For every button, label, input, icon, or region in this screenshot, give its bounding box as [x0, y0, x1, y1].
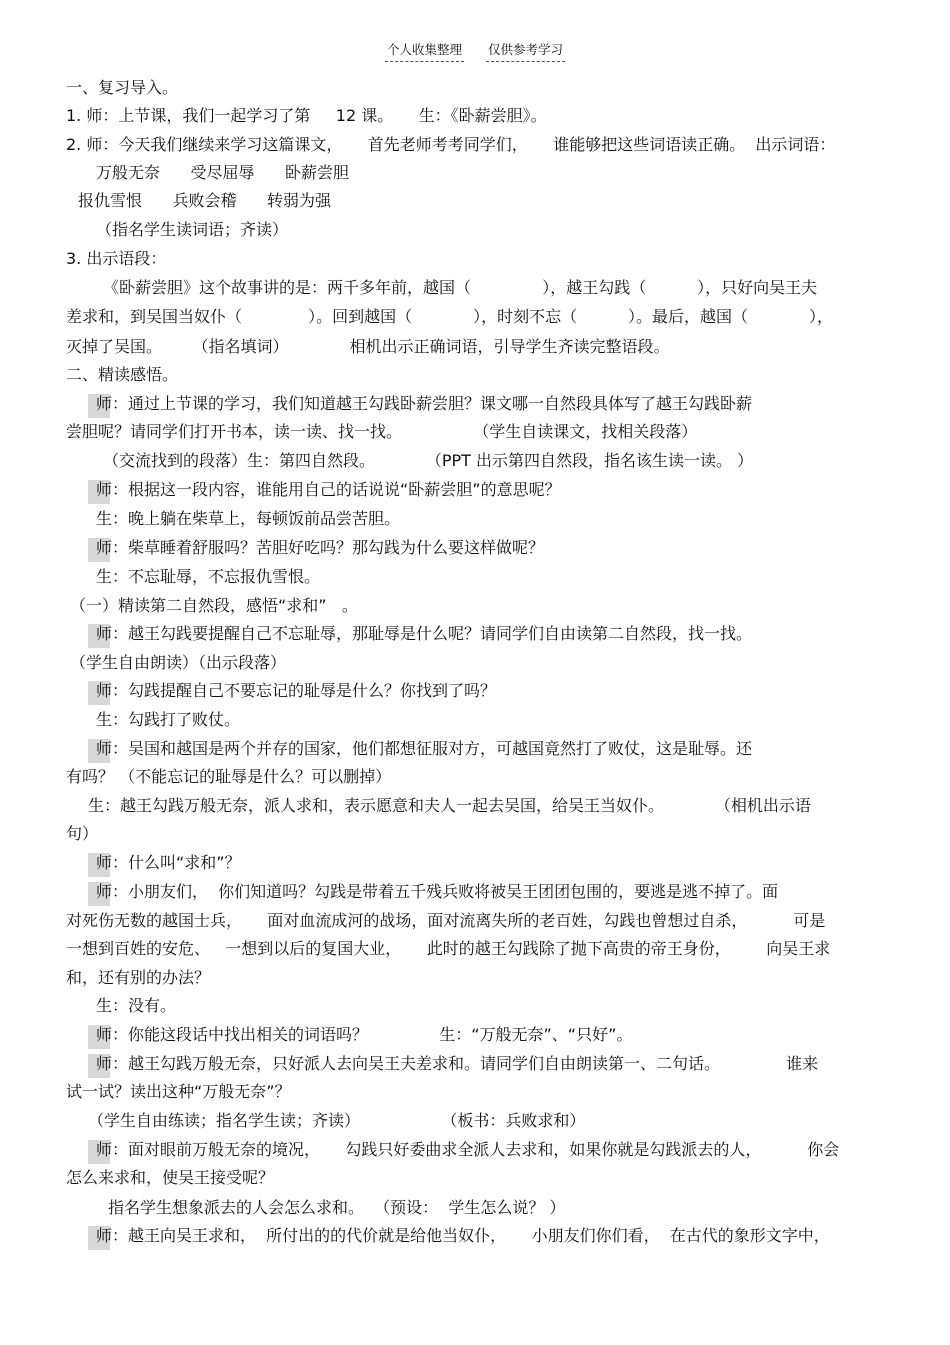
text-line: 师：小朋友们， 你们知道吗？勾践是带着五千残兵败将被吴王团团包围的，要逃是逃不掉了。面	[96, 882, 779, 901]
text-line: 指名学生想象派去的人会怎么求和。 （预设： 学生怎么说？ ）	[108, 1198, 566, 1217]
text-line: 师：越王勾践万般无奈，只好派人去向吴王夫差求和。请同学们自由朗读第一、二句话。 谁来	[96, 1054, 819, 1073]
text-line: 师：柴草睡着舒服吗？苦胆好吃吗？那勾践为什么要这样做呢？	[96, 538, 545, 557]
text-line: 师：根据这一段内容，谁能用自己的话说说“卧薪尝胆”的意思呢？	[96, 480, 561, 499]
header-right: 仅供参考学习	[486, 40, 565, 62]
text-line: 师：通过上节课的学习，我们知道越王勾践卧薪尝胆？课文哪一自然段具体写了越王勾践卧薪	[96, 394, 753, 413]
text-line: 1. 师：上节课，我们一起学习了第 12 课。 生：《卧薪尝胆》。	[66, 106, 547, 125]
header-left: 个人收集整理	[385, 40, 464, 62]
text-line: （学生自由朗读）（出示段落）	[70, 653, 287, 672]
text-line: 尝胆呢？请同学们打开书本，读一读、找一找。 （学生自读课文，找相关段落）	[66, 422, 698, 441]
text-line: 一、复习导入。	[66, 78, 179, 97]
text-line: 《卧薪尝胆》这个故事讲的是：两千多年前，越国（ ），越王勾践（ ），只好向吴王夫	[103, 278, 818, 297]
text-line: 生：晚上躺在柴草上，每顿饭前品尝苦胆。	[96, 509, 401, 528]
text-line: 师：你能这段话中找出相关的词语吗？ 生：“万般无奈”、“只好”。	[96, 1025, 633, 1044]
text-line: 师：越王向吴王求和， 所付出的的代价就是给他当奴仆， 小朋友们你们看， 在古代的象形文字中，	[96, 1226, 830, 1245]
text-line: 差求和，到吴国当奴仆（ ）。回到越国（ ），时刻不忘（ ）。最后，越国（ ），	[66, 307, 834, 326]
text-line: 生：不忘耻辱，不忘报仇雪恨。	[96, 567, 321, 586]
text-line: 师：越王勾践要提醒自己不忘耻辱，那耻辱是什么呢？请同学们自由读第二自然段，找一找。	[96, 624, 753, 643]
text-line: 对死伤无数的越国士兵， 面对血流成河的战场，面对流离失所的老百姓，勾践也曾想过自杀， 可是	[66, 911, 826, 930]
text-line: 怎么来求和，使吴王接受呢？	[66, 1168, 275, 1187]
text-line: 师：面对眼前万般无奈的境况， 勾践只好委曲求全派人去求和，如果你就是勾践派去的人， 你会	[96, 1140, 840, 1159]
text-line: 师：吴国和越国是两个并存的国家，他们都想征服对方，可越国竟然打了败仗，这是耻辱。还	[96, 739, 753, 758]
text-line: 3. 出示语段：	[66, 249, 167, 268]
text-line: 二、精读感悟。	[66, 365, 179, 384]
text-line: （学生自由练读；指名学生读；齐读） （板书：兵败求和）	[88, 1111, 586, 1130]
text-line: 试一试？读出这种“万般无奈”？	[66, 1082, 291, 1101]
text-line: 句）	[66, 824, 99, 843]
text-line: （交流找到的段落）生：第四自然段。 （PPT 出示第四自然段，指名该生读一读。 ）	[103, 451, 754, 470]
text-line: 灭掉了吴国。 （指名填词） 相机出示正确词语，引导学生齐读完整语段。	[66, 337, 670, 356]
text-line: 师：勾践提醒自己不要忘记的耻辱是什么？你找到了吗？	[96, 681, 497, 700]
text-line: 报仇雪恨 兵败会稽 转弱为强	[78, 191, 332, 210]
text-line: （一）精读第二自然段，感悟“求和” 。	[70, 596, 358, 615]
text-line: 生：勾践打了败仗。	[96, 710, 241, 729]
text-line: 生：没有。	[96, 996, 177, 1015]
text-line: 和，还有别的办法？	[66, 968, 211, 987]
text-line: （指名学生读词语；齐读）	[96, 220, 289, 239]
text-line: 2. 师：今天我们继续来学习这篇课文， 首先老师考考同学们， 谁能够把这些词语读正确。 出示词语：	[66, 135, 836, 154]
text-line: 有吗？ （不能忘记的耻辱是什么？可以删掉）	[66, 767, 392, 786]
text-line: 一想到百姓的安危、 一想到以后的复国大业， 此时的越王勾践除了抛下高贵的帝王身份， 向吴王求	[66, 939, 831, 958]
text-line: 生：越王勾践万般无奈，派人求和，表示愿意和夫人一起去吴国，给吴王当奴仆。 （相机出示语	[88, 796, 811, 815]
text-line: 万般无奈 受尽屈辱 卧薪尝胆	[96, 163, 350, 182]
page-header	[0, 40, 950, 62]
text-line: 师：什么叫“求和”？	[96, 853, 241, 872]
